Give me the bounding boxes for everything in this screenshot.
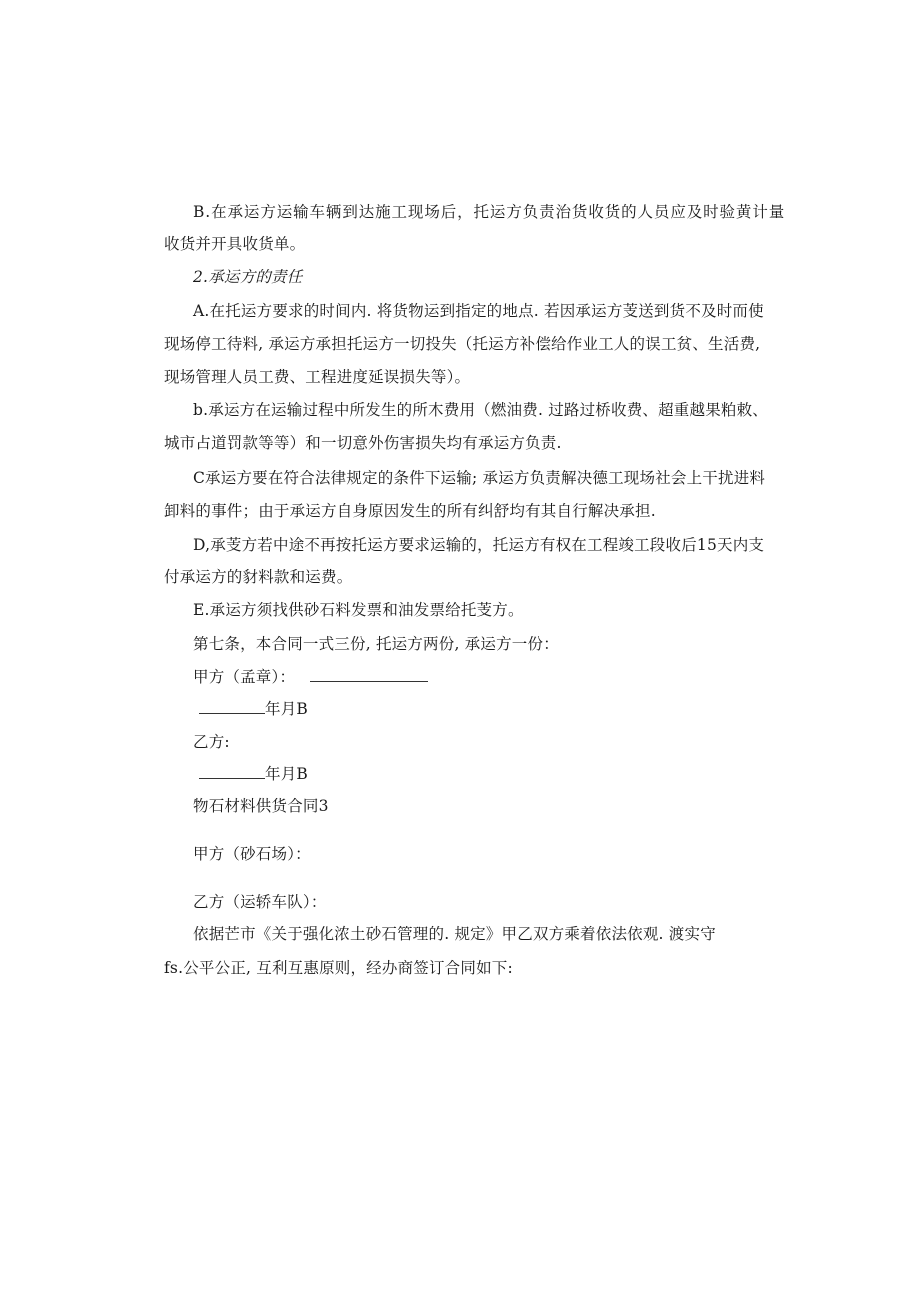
section-2-heading: 2.承运方的责任 [193, 268, 303, 286]
party-b-label: 乙方: [193, 733, 230, 751]
paragraph-a-line-3: 现场管理人员工费、工程进度延误损失等）。 [164, 368, 471, 386]
basis-paragraph-line-1: 依据芒市《关于强化浓土砂石管理的. 规定》甲乙双方乘着依法依观. 渡实守 [193, 925, 716, 943]
article-7: 第七条，本合同一式三份, 托运方两份, 承运方一份： [193, 635, 559, 653]
paragraph-c-line-2: 卸料的事件；由于承运方自身原因发生的所有纠舒均有其自行解决承担. [164, 502, 656, 520]
basis-paragraph-line-2: fs.公平公正, 互利互惠原则，经办商签订合同如下: [164, 959, 513, 977]
date-label-2: 年月B [265, 765, 308, 783]
party-a-signature-blank [310, 667, 428, 682]
paragraph-a-line-2: 现场停工待料, 承运方承担托运方一切投失（托运方补偿给作业工人的误工贫、生活费, [164, 335, 761, 353]
paragraph-b-line-1: B.在承运方运输车辆到达施工现场后，托运方负责治货收货的人员应及时验黄计量 [193, 203, 786, 221]
contract-3-party-b: 乙方（运轿车队）： [193, 893, 327, 911]
party-a-signature-row [193, 667, 428, 687]
paragraph-b2-line-2: 城市占道罚款等等）和一切意外伤害损失均有承运方负责. [164, 434, 562, 452]
paragraph-d-line-1: D,承芰方若中途不再按托运方要求运输的，托运方有权在工程竣工段收后15天内支 [193, 536, 765, 554]
date-blank-2 [199, 764, 265, 779]
date-row-2 [199, 764, 308, 784]
paragraph-d-line-2: 付承运方的豺料款和运费。 [164, 568, 353, 586]
contract-3-title: 物石材料供货合同3 [193, 797, 329, 815]
date-label-1: 年月B [265, 700, 308, 718]
paragraph-a-line-1: A.在托运方要求的时间内. 将货物运到指定的地点. 若因承运方芰送到货不及时而使 [193, 302, 764, 320]
date-blank-1 [199, 699, 265, 714]
paragraph-c-line-1: C承运方要在符合法律规定的条件下运输; 承运方负责解决德工现场社会上干扰进料 [193, 469, 766, 487]
paragraph-b2-line-1: b.承运方在运输过程中所发生的所木费用（燃油费. 过路过桥收费、超重越果粕敕、 [193, 401, 769, 419]
party-a-label: 甲方（孟章）： [193, 668, 296, 686]
date-row-1 [199, 699, 308, 719]
contract-3-party-a: 甲方（砂石场）： [193, 845, 311, 863]
paragraph-e: E.承运方须找供砂石料发票和油发票给托芰方。 [193, 601, 524, 619]
paragraph-b-line-2: 收货并开具收货单。 [164, 235, 306, 253]
